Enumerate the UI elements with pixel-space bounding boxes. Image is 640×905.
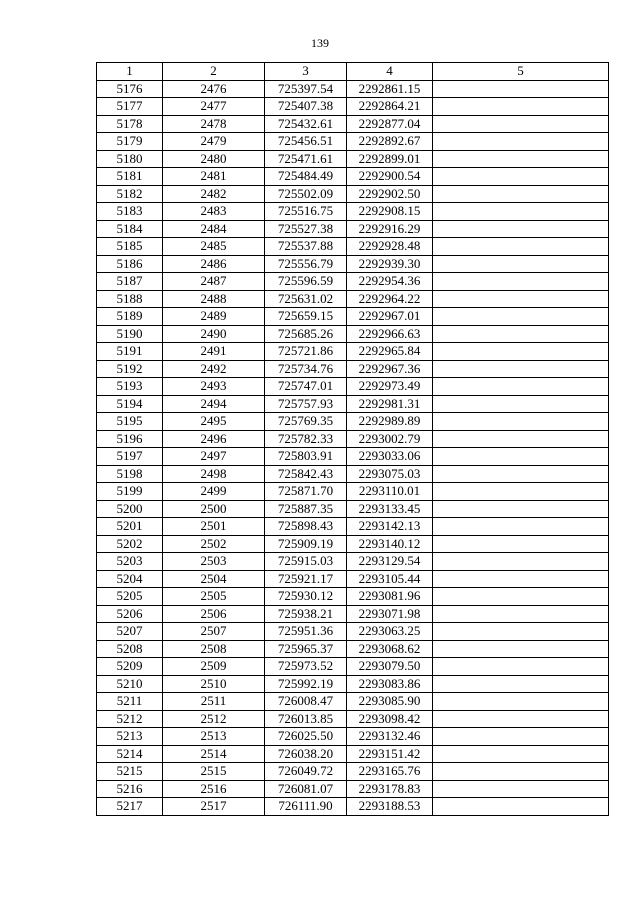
x-coordinate-cell: 725769.35 [265,413,347,431]
point-number-cell: 2499 [163,483,265,501]
row-number-cell: 5180 [97,150,163,168]
y-coordinate-cell: 2293075.03 [347,465,433,483]
x-coordinate-cell: 725747.01 [265,378,347,396]
y-coordinate-cell: 2293129.54 [347,553,433,571]
column-header: 2 [163,63,265,81]
note-cell [433,553,609,571]
y-coordinate-cell: 2292967.36 [347,360,433,378]
row-number-cell: 5204 [97,570,163,588]
point-number-cell: 2505 [163,588,265,606]
note-cell [433,395,609,413]
note-cell [433,710,609,728]
y-coordinate-cell: 2292966.63 [347,325,433,343]
note-cell [433,465,609,483]
x-coordinate-cell: 725484.49 [265,168,347,186]
table-row [97,518,609,536]
note-cell [433,325,609,343]
table-row [97,605,609,623]
note-cell [433,203,609,221]
point-number-cell: 2497 [163,448,265,466]
note-cell [433,273,609,291]
row-number-cell: 5217 [97,798,163,816]
table-row [97,693,609,711]
table-row [97,255,609,273]
page-number: 139 [311,36,329,50]
point-number-cell: 2486 [163,255,265,273]
point-number-cell: 2515 [163,763,265,781]
note-cell [433,80,609,98]
x-coordinate-cell: 725992.19 [265,675,347,693]
x-coordinate-cell: 726049.72 [265,763,347,781]
note-cell [433,413,609,431]
note-cell [433,693,609,711]
point-number-cell: 2501 [163,518,265,536]
note-cell [433,115,609,133]
row-number-cell: 5215 [97,763,163,781]
note-cell [433,745,609,763]
y-coordinate-cell: 2292964.22 [347,290,433,308]
row-number-cell: 5189 [97,308,163,326]
x-coordinate-cell: 725938.21 [265,605,347,623]
table-row [97,430,609,448]
note-cell [433,763,609,781]
table-row [97,553,609,571]
x-coordinate-cell: 725516.75 [265,203,347,221]
table-row [97,658,609,676]
x-coordinate-cell: 725951.36 [265,623,347,641]
note-cell [433,98,609,116]
note-cell [433,570,609,588]
y-coordinate-cell: 2292864.21 [347,98,433,116]
row-number-cell: 5214 [97,745,163,763]
row-number-cell: 5183 [97,203,163,221]
x-coordinate-cell: 725659.15 [265,308,347,326]
y-coordinate-cell: 2292908.15 [347,203,433,221]
note-cell [433,448,609,466]
y-coordinate-cell: 2293178.83 [347,780,433,798]
note-cell [433,640,609,658]
table-row [97,168,609,186]
row-number-cell: 5176 [97,80,163,98]
row-number-cell: 5198 [97,465,163,483]
note-cell [433,343,609,361]
point-number-cell: 2502 [163,535,265,553]
x-coordinate-cell: 725757.93 [265,395,347,413]
table-row [97,483,609,501]
note-cell [433,500,609,518]
table-header [97,63,609,81]
point-number-cell: 2506 [163,605,265,623]
note-cell [433,360,609,378]
row-number-cell: 5195 [97,413,163,431]
y-coordinate-cell: 2293098.42 [347,710,433,728]
table-row [97,780,609,798]
x-coordinate-cell: 725871.70 [265,483,347,501]
note-cell [433,430,609,448]
point-number-cell: 2477 [163,98,265,116]
note-cell [433,378,609,396]
point-number-cell: 2492 [163,360,265,378]
y-coordinate-cell: 2293132.46 [347,728,433,746]
point-number-cell: 2483 [163,203,265,221]
table-row [97,308,609,326]
point-number-cell: 2495 [163,413,265,431]
point-number-cell: 2476 [163,80,265,98]
note-cell [433,150,609,168]
x-coordinate-cell: 725556.79 [265,255,347,273]
point-number-cell: 2516 [163,780,265,798]
table-row [97,570,609,588]
x-coordinate-cell: 726038.20 [265,745,347,763]
x-coordinate-cell: 725502.09 [265,185,347,203]
table-row [97,80,609,98]
header-row [97,63,609,81]
table-row [97,98,609,116]
point-number-cell: 2478 [163,115,265,133]
x-coordinate-cell: 726111.90 [265,798,347,816]
point-number-cell: 2503 [163,553,265,571]
point-number-cell: 2480 [163,150,265,168]
y-coordinate-cell: 2292900.54 [347,168,433,186]
y-coordinate-cell: 2293063.25 [347,623,433,641]
table-row [97,465,609,483]
x-coordinate-cell: 725803.91 [265,448,347,466]
point-number-cell: 2498 [163,465,265,483]
y-coordinate-cell: 2293110.01 [347,483,433,501]
row-number-cell: 5178 [97,115,163,133]
x-coordinate-cell: 725909.19 [265,535,347,553]
x-coordinate-cell: 725915.03 [265,553,347,571]
x-coordinate-cell: 725898.43 [265,518,347,536]
row-number-cell: 5206 [97,605,163,623]
table-row [97,220,609,238]
note-cell [433,728,609,746]
note-cell [433,798,609,816]
x-coordinate-cell: 725930.12 [265,588,347,606]
y-coordinate-cell: 2293188.53 [347,798,433,816]
note-cell [433,588,609,606]
row-number-cell: 5182 [97,185,163,203]
point-number-cell: 2491 [163,343,265,361]
y-coordinate-cell: 2292954.36 [347,273,433,291]
note-cell [433,185,609,203]
point-number-cell: 2493 [163,378,265,396]
note-cell [433,483,609,501]
table-row [97,360,609,378]
y-coordinate-cell: 2293165.76 [347,763,433,781]
row-number-cell: 5201 [97,518,163,536]
table-row [97,133,609,151]
y-coordinate-cell: 2293068.62 [347,640,433,658]
x-coordinate-cell: 725685.26 [265,325,347,343]
table-row [97,745,609,763]
y-coordinate-cell: 2293002.79 [347,430,433,448]
row-number-cell: 5188 [97,290,163,308]
table-row [97,378,609,396]
row-number-cell: 5185 [97,238,163,256]
y-coordinate-cell: 2293151.42 [347,745,433,763]
y-coordinate-cell: 2292981.31 [347,395,433,413]
y-coordinate-cell: 2292989.89 [347,413,433,431]
x-coordinate-cell: 725921.17 [265,570,347,588]
x-coordinate-cell: 725734.76 [265,360,347,378]
table-row [97,413,609,431]
point-number-cell: 2481 [163,168,265,186]
x-coordinate-cell: 725721.86 [265,343,347,361]
x-coordinate-cell: 726025.50 [265,728,347,746]
note-cell [433,308,609,326]
table-row [97,798,609,816]
note-cell [433,675,609,693]
table-row [97,448,609,466]
table-row [97,273,609,291]
y-coordinate-cell: 2292916.29 [347,220,433,238]
point-number-cell: 2489 [163,308,265,326]
row-number-cell: 5191 [97,343,163,361]
table-row [97,290,609,308]
row-number-cell: 5193 [97,378,163,396]
y-coordinate-cell: 2292902.50 [347,185,433,203]
point-number-cell: 2507 [163,623,265,641]
point-number-cell: 2484 [163,220,265,238]
point-number-cell: 2512 [163,710,265,728]
x-coordinate-cell: 725596.59 [265,273,347,291]
table-row [97,343,609,361]
row-number-cell: 5203 [97,553,163,571]
note-cell [433,535,609,553]
table-row [97,588,609,606]
table-row [97,325,609,343]
point-number-cell: 2487 [163,273,265,291]
note-cell [433,518,609,536]
table-row [97,623,609,641]
row-number-cell: 5202 [97,535,163,553]
row-number-cell: 5209 [97,658,163,676]
y-coordinate-cell: 2292899.01 [347,150,433,168]
x-coordinate-cell: 725407.38 [265,98,347,116]
row-number-cell: 5200 [97,500,163,518]
x-coordinate-cell: 725973.52 [265,658,347,676]
row-number-cell: 5216 [97,780,163,798]
x-coordinate-cell: 726013.85 [265,710,347,728]
coordinates-table [96,62,609,816]
y-coordinate-cell: 2293133.45 [347,500,433,518]
x-coordinate-cell: 725397.54 [265,80,347,98]
x-coordinate-cell: 725782.33 [265,430,347,448]
y-coordinate-cell: 2292892.67 [347,133,433,151]
y-coordinate-cell: 2293085.90 [347,693,433,711]
row-number-cell: 5210 [97,675,163,693]
point-number-cell: 2517 [163,798,265,816]
point-number-cell: 2511 [163,693,265,711]
column-header: 1 [97,63,163,81]
table-row [97,500,609,518]
point-number-cell: 2509 [163,658,265,676]
y-coordinate-cell: 2293083.86 [347,675,433,693]
y-coordinate-cell: 2293140.12 [347,535,433,553]
table-body [97,80,609,815]
x-coordinate-cell: 725471.61 [265,150,347,168]
y-coordinate-cell: 2292973.49 [347,378,433,396]
row-number-cell: 5179 [97,133,163,151]
table-row [97,185,609,203]
y-coordinate-cell: 2293081.96 [347,588,433,606]
point-number-cell: 2494 [163,395,265,413]
point-number-cell: 2508 [163,640,265,658]
point-number-cell: 2514 [163,745,265,763]
row-number-cell: 5212 [97,710,163,728]
y-coordinate-cell: 2293033.06 [347,448,433,466]
column-header: 5 [433,63,609,81]
x-coordinate-cell: 725965.37 [265,640,347,658]
row-number-cell: 5190 [97,325,163,343]
table-row [97,535,609,553]
note-cell [433,605,609,623]
table-row [97,640,609,658]
column-header: 4 [347,63,433,81]
y-coordinate-cell: 2292861.15 [347,80,433,98]
x-coordinate-cell: 725887.35 [265,500,347,518]
point-number-cell: 2488 [163,290,265,308]
table-row [97,395,609,413]
x-coordinate-cell: 725537.88 [265,238,347,256]
table-row [97,728,609,746]
x-coordinate-cell: 725527.38 [265,220,347,238]
y-coordinate-cell: 2292965.84 [347,343,433,361]
y-coordinate-cell: 2292939.30 [347,255,433,273]
row-number-cell: 5187 [97,273,163,291]
note-cell [433,780,609,798]
table-row [97,203,609,221]
table-row [97,710,609,728]
row-number-cell: 5181 [97,168,163,186]
y-coordinate-cell: 2292967.01 [347,308,433,326]
point-number-cell: 2496 [163,430,265,448]
note-cell [433,238,609,256]
note-cell [433,133,609,151]
row-number-cell: 5213 [97,728,163,746]
point-number-cell: 2500 [163,500,265,518]
row-number-cell: 5177 [97,98,163,116]
note-cell [433,658,609,676]
x-coordinate-cell: 726008.47 [265,693,347,711]
row-number-cell: 5186 [97,255,163,273]
table-row [97,238,609,256]
row-number-cell: 5205 [97,588,163,606]
x-coordinate-cell: 725631.02 [265,290,347,308]
y-coordinate-cell: 2292877.04 [347,115,433,133]
row-number-cell: 5207 [97,623,163,641]
y-coordinate-cell: 2292928.48 [347,238,433,256]
row-number-cell: 5184 [97,220,163,238]
point-number-cell: 2485 [163,238,265,256]
note-cell [433,255,609,273]
y-coordinate-cell: 2293071.98 [347,605,433,623]
row-number-cell: 5192 [97,360,163,378]
note-cell [433,623,609,641]
row-number-cell: 5199 [97,483,163,501]
row-number-cell: 5208 [97,640,163,658]
row-number-cell: 5196 [97,430,163,448]
y-coordinate-cell: 2293142.13 [347,518,433,536]
table-row [97,763,609,781]
note-cell [433,168,609,186]
row-number-cell: 5211 [97,693,163,711]
x-coordinate-cell: 726081.07 [265,780,347,798]
y-coordinate-cell: 2293079.50 [347,658,433,676]
point-number-cell: 2482 [163,185,265,203]
table-row [97,675,609,693]
x-coordinate-cell: 725456.51 [265,133,347,151]
row-number-cell: 5194 [97,395,163,413]
note-cell [433,290,609,308]
point-number-cell: 2510 [163,675,265,693]
table-row [97,115,609,133]
point-number-cell: 2504 [163,570,265,588]
column-header: 3 [265,63,347,81]
x-coordinate-cell: 725432.61 [265,115,347,133]
point-number-cell: 2479 [163,133,265,151]
row-number-cell: 5197 [97,448,163,466]
point-number-cell: 2490 [163,325,265,343]
y-coordinate-cell: 2293105.44 [347,570,433,588]
note-cell [433,220,609,238]
point-number-cell: 2513 [163,728,265,746]
x-coordinate-cell: 725842.43 [265,465,347,483]
table-row [97,150,609,168]
